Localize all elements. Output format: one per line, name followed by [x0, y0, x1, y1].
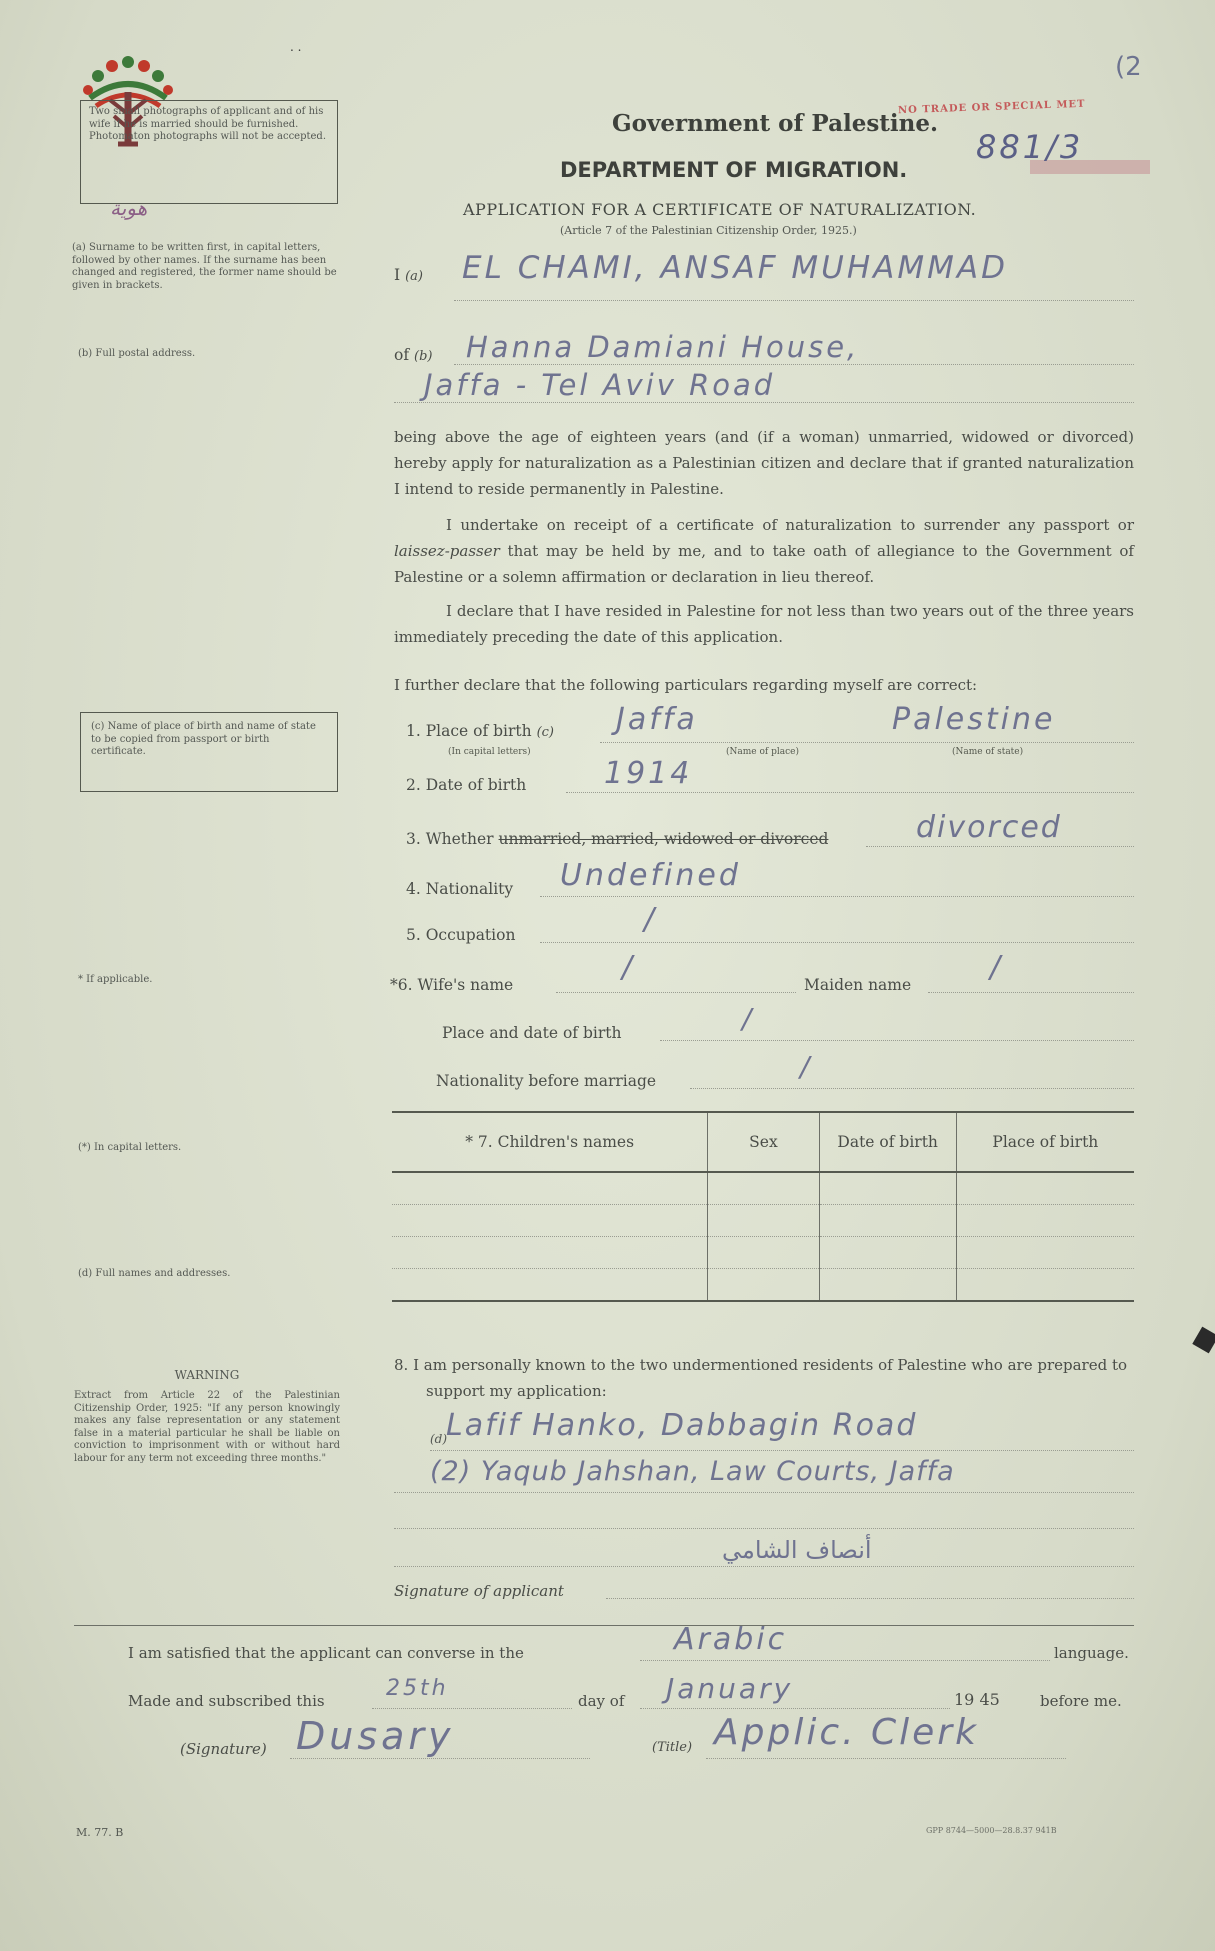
wife-name-value: /	[622, 950, 636, 985]
name-prefix: I (a)	[394, 266, 423, 284]
month-line	[640, 1708, 950, 1709]
declaration-p3: I declare that I have resided in Palestine for not less than two years out of the three years immediately preceding the date of this application.	[394, 602, 1134, 646]
language-value: Arabic	[674, 1622, 788, 1657]
declaration-p4: I further declare that the following particulars regarding myself are correct:	[394, 676, 978, 694]
photo-note: Two small photographs of applicant and of his wife if he is married should be furnished. Photomaton photographs will not be accepted.	[89, 106, 327, 142]
referee-3-line	[394, 1528, 1134, 1529]
dob-value: 1914	[604, 756, 693, 791]
referee-2: (2) Yaqub Jahshan, Law Courts, Jaffa	[430, 1456, 955, 1487]
before-me: before me.	[1040, 1692, 1122, 1710]
nationality-line	[540, 896, 1134, 897]
address-line-1: Hanna Damiani House,	[466, 330, 860, 364]
nationality-label: 4. Nationality	[406, 880, 514, 898]
maiden-name-value: /	[990, 950, 1004, 985]
divider	[74, 1625, 1134, 1626]
day-value: 25th	[386, 1676, 449, 1701]
note-d: (d) Full names and addresses.	[78, 1268, 231, 1279]
photo-note-box	[80, 100, 338, 204]
language-line	[640, 1660, 1050, 1661]
wife-birth-label: Place and date of birth	[442, 1024, 622, 1042]
applicant-signature: أنصاف الشامي	[722, 1536, 872, 1564]
note-b: (b) Full postal address.	[78, 348, 196, 359]
referee-1: Lafif Hanko, Dabbagin Road	[446, 1408, 918, 1443]
page-mark: (2	[1115, 52, 1142, 82]
day-label: day of	[578, 1692, 625, 1710]
col-sex: Sex	[708, 1112, 819, 1172]
year-value: 19 45	[954, 1690, 1000, 1709]
satisfied-text: I am satisfied that the applicant can converse in the	[128, 1644, 524, 1662]
status-label: 3. Whether unmarried, married, widowed or divorced	[406, 830, 829, 848]
wife-birth-line	[660, 1040, 1134, 1041]
form-number: M. 77. B	[76, 1826, 124, 1839]
edge-shadow	[1192, 1327, 1215, 1354]
sub-capital: (In capital letters)	[448, 747, 531, 757]
day-line	[372, 1708, 572, 1709]
title-line	[706, 1758, 1066, 1759]
punch-dots: . .	[290, 40, 302, 54]
table-row	[392, 1237, 1134, 1269]
sub-place: (Name of place)	[726, 747, 799, 757]
wife-name-line	[556, 992, 796, 993]
birth-place-label: 1. Place of birth (c)	[406, 722, 554, 740]
declaration-p1: being above the age of eighteen years (and (if a woman) unmarried, widowed or divorced) hereby apply for naturalization as a Palestinian citizen and declare that if granted naturalization I intend to reside permanently in Palestine.	[394, 428, 1134, 498]
birth-line	[600, 742, 1134, 743]
declaration-p2: I undertake on receipt of a certificate of naturalization to surrender any passport or laissez-passer that may be held by me, and to take oath of allegiance to the Government of Palestine or a solemn affirmation or declaration in lieu thereof.	[394, 516, 1134, 586]
birth-place-value: Jaffa	[616, 702, 698, 737]
department-title: DEPARTMENT OF MIGRATION.	[560, 158, 908, 182]
nat-before-label: Nationality before marriage	[436, 1072, 657, 1090]
name-line	[454, 300, 1134, 301]
note-capital: (*) In capital letters.	[78, 1142, 182, 1153]
note-c-box	[80, 712, 338, 792]
referee-2-line	[394, 1492, 1134, 1493]
form-subtitle: (Article 7 of the Palestinian Citizenship Order, 1925.)	[560, 224, 857, 237]
applicant-name: EL CHAMI, ANSAF MUHAMMAD	[462, 250, 1008, 286]
title-value: Applic. Clerk	[714, 1712, 979, 1753]
marker-d: (d)	[430, 1432, 448, 1446]
dob-label: 2. Date of birth	[406, 776, 527, 794]
col-date-of-birth: Date of birth	[819, 1112, 956, 1172]
status-value: divorced	[916, 810, 1062, 845]
dob-line	[566, 792, 1134, 793]
signature-official-value: Dusary	[296, 1714, 455, 1758]
printer-mark: GPP 8744—5000—28.8.37 941B	[926, 1826, 1057, 1835]
children-table	[392, 1111, 1134, 1302]
note-if-applicable: * If applicable.	[78, 974, 153, 985]
made-text: Made and subscribed this	[128, 1692, 325, 1710]
photo-note-handwritten: هوية	[110, 196, 148, 220]
nationality-value: Undefined	[560, 858, 741, 893]
address-line-1-rule	[454, 364, 1134, 365]
government-title: Government of Palestine.	[612, 110, 939, 137]
col-children-names: * 7. Children's names	[392, 1112, 708, 1172]
address-line-2: Jaffa - Tel Aviv Road	[424, 368, 776, 402]
maiden-name-label: Maiden name	[804, 976, 912, 994]
note-c: (c) Name of place of birth and name of state to be copied from passport or birth certificate.	[91, 721, 316, 757]
sub-state: (Name of state)	[952, 747, 1024, 757]
children-table-header	[392, 1112, 1134, 1172]
address-prefix: of (b)	[394, 346, 433, 364]
table-row	[392, 1269, 1134, 1302]
month-value: January	[666, 1672, 794, 1705]
signature-official-label: (Signature)	[180, 1740, 267, 1758]
ref-number-handwritten: 881/3	[976, 128, 1084, 166]
referees-statement: 8. I am personally known to the two undermentioned residents of Palestine who are prepared to support my application:	[394, 1356, 1128, 1400]
address-line-2-rule	[394, 402, 1134, 403]
form-title: APPLICATION FOR A CERTIFICATE OF NATURALIZATION.	[463, 200, 977, 219]
title-label: (Title)	[652, 1740, 693, 1755]
referee-1-line	[430, 1450, 1134, 1451]
occupation-value: /	[644, 902, 658, 937]
col-place-of-birth: Place of birth	[956, 1112, 1134, 1172]
warning-text: Extract from Article 22 of the Palestinian Citizenship Order, 1925: "If any person knowingly makes any false representation or any statement false in a material particular he shall be liable on conviction to imprisonment with or without hard labour for any term not exceeding three months."	[74, 1390, 340, 1464]
occupation-label: 5. Occupation	[406, 926, 516, 944]
signature-line	[394, 1566, 1134, 1567]
signature-label: Signature of applicant	[394, 1582, 564, 1600]
signature-line-2	[606, 1598, 1134, 1599]
wife-name-label: *6. Wife's name	[390, 976, 514, 994]
wife-birth-value: /	[742, 1002, 755, 1035]
birth-state-value: Palestine	[892, 702, 1056, 737]
maiden-name-line	[928, 992, 1134, 993]
language-suffix: language.	[1054, 1644, 1129, 1662]
table-row	[392, 1172, 1134, 1205]
official-sig-line	[290, 1758, 590, 1759]
occupation-line	[540, 942, 1134, 943]
nat-before-line	[690, 1088, 1134, 1089]
table-row	[392, 1205, 1134, 1237]
stamp: NO TRADE OR SPECIAL MET	[897, 98, 1086, 117]
warning-title: WARNING	[174, 1368, 240, 1382]
note-a: (a) Surname to be written first, in capital letters, followed by other names. If the surname has been changed and registered, the former name should be given in brackets.	[72, 242, 337, 291]
status-line	[866, 846, 1134, 847]
nat-before-value: /	[800, 1050, 813, 1083]
